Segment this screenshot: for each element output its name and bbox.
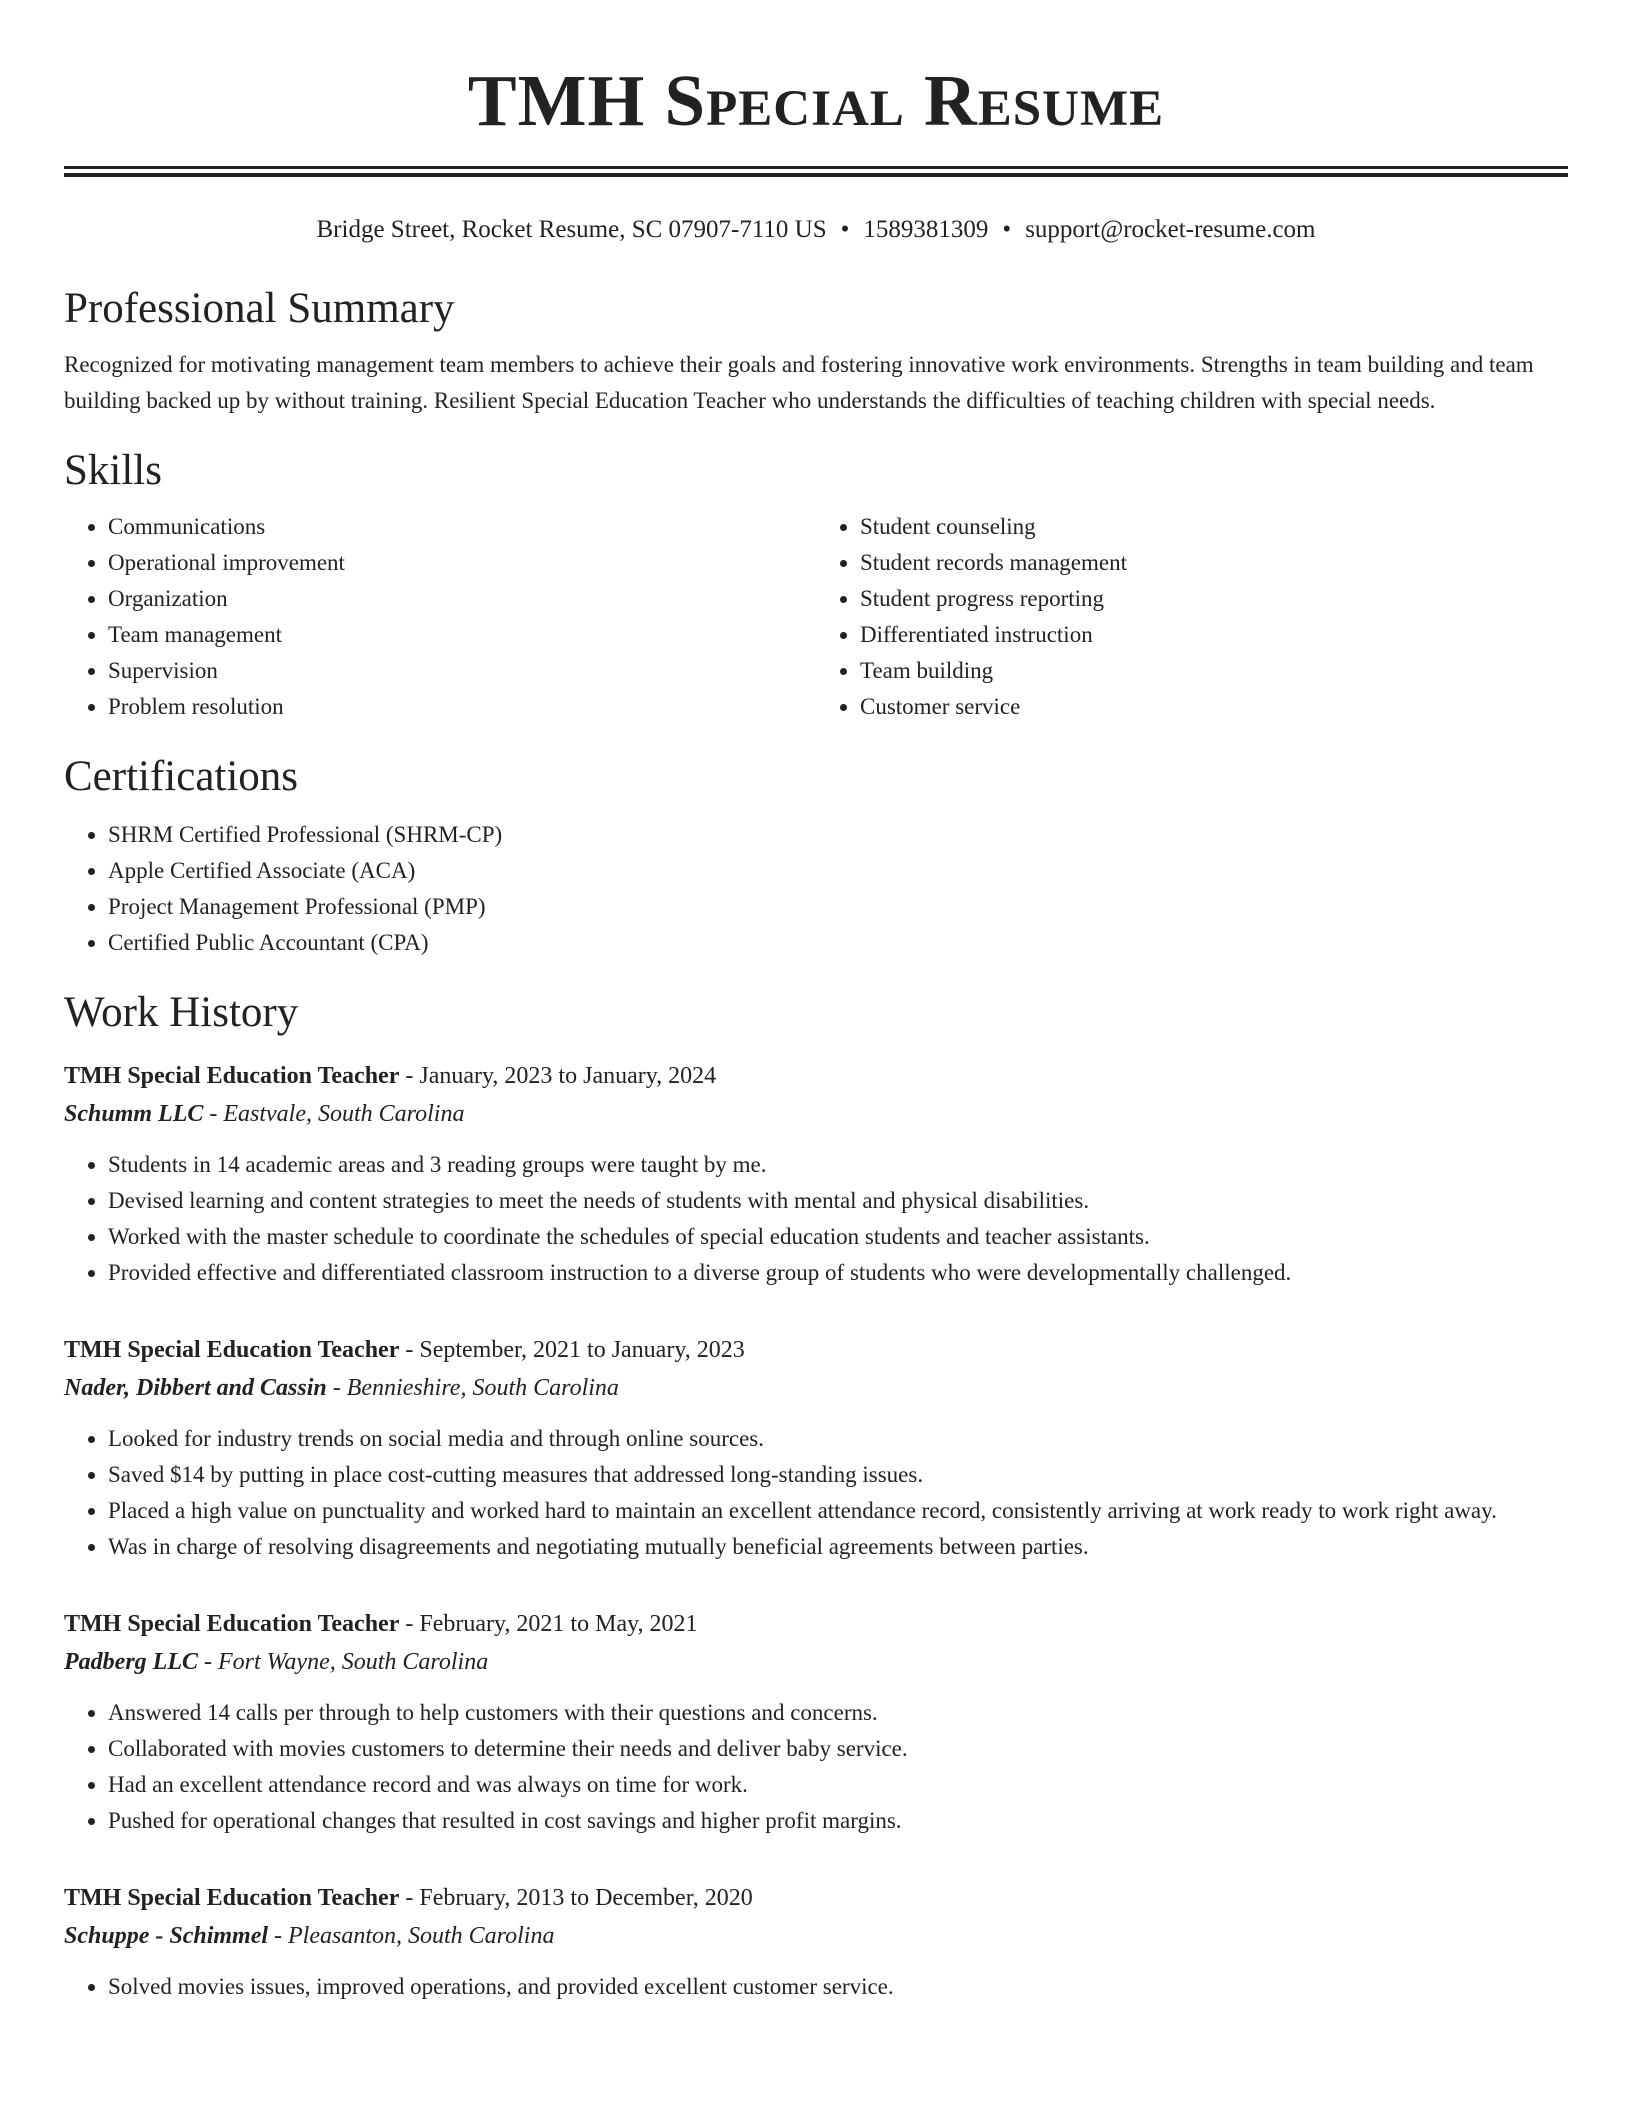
work-history-heading: Work History <box>64 989 299 1036</box>
job-company: Padberg LLC <box>64 1649 198 1675</box>
job-entry <box>64 1605 1568 1839</box>
job-bullet: • Worked with the master schedule to coordinate the schedules of special education students and teacher assistants. <box>108 1219 1568 1255</box>
contact-phone: 1589381309 <box>863 216 989 243</box>
job-location: - Pleasanton, South Carolina <box>268 1923 555 1949</box>
job-company: Schuppe - Schimmel <box>64 1923 269 1949</box>
contact-email: support@rocket-resume.com <box>1025 216 1316 243</box>
title-divider <box>64 166 1568 177</box>
job-bullet: • Looked for industry trends on social media and through online sources. <box>108 1421 1568 1457</box>
job-bullet: • Collaborated with movies customers to determine their needs and deliver baby service. <box>108 1731 1568 1767</box>
job-company: Schumm LLC <box>64 1101 204 1127</box>
job-bullets <box>64 1421 1568 1565</box>
skill-item: • Customer service <box>860 689 1568 725</box>
skills-heading: Skills <box>64 447 162 494</box>
job-bullet: • Devised learning and content strategies to meet the needs of students with mental and physical disabilities. <box>108 1183 1568 1219</box>
skills-list-left <box>64 509 816 725</box>
certification-item: • Project Management Professional (PMP) <box>108 889 1568 925</box>
job-entry <box>64 1057 1568 1291</box>
job-entry <box>64 1331 1568 1565</box>
summary-text: Recognized for motivating management team members to achieve their goals and fostering innovative work environments. Strengths in team building and team building backed up by without training. Resilient Special Education Teacher who understands the difficulties of teaching children with special needs. <box>64 352 1534 413</box>
job-entry <box>64 1879 1568 2005</box>
job-location: - Fort Wayne, South Carolina <box>197 1649 489 1675</box>
job-bullets <box>64 1969 1568 2005</box>
job-bullet: • Saved $14 by putting in place cost-cutting measures that addressed long-standing issues. <box>108 1457 1568 1493</box>
job-bullets <box>64 1695 1568 1839</box>
job-location: - Eastvale, South Carolina <box>203 1101 465 1127</box>
contact-separator: • <box>1002 216 1012 243</box>
job-employer <box>64 1643 1568 1681</box>
certification-item: • Certified Public Accountant (CPA) <box>108 925 1568 961</box>
job-bullet: • Solved movies issues, improved operations, and provided excellent customer service. <box>108 1969 1568 2005</box>
certifications-heading: Certifications <box>64 753 299 800</box>
skill-item: • Student counseling <box>860 509 1568 545</box>
skill-item: • Operational improvement <box>108 545 816 581</box>
skill-item: • Communications <box>108 509 816 545</box>
skills-list-right <box>816 509 1568 725</box>
job-header <box>64 1057 1568 1095</box>
job-dates: - January, 2023 to January, 2024 <box>399 1063 717 1089</box>
job-bullet: • Was in charge of resolving disagreements and negotiating mutually beneficial agreements between parties. <box>108 1529 1568 1565</box>
job-bullet: • Had an excellent attendance record and was always on time for work. <box>108 1767 1568 1803</box>
skills-columns <box>64 509 1568 725</box>
job-role: TMH Special Education Teacher <box>64 1885 400 1911</box>
resume-title: TMH Special Resume <box>467 60 1165 141</box>
contact-line <box>64 213 1568 247</box>
skill-item: • Problem resolution <box>108 689 816 725</box>
job-bullets <box>64 1147 1568 1291</box>
skill-item: • Supervision <box>108 653 816 689</box>
job-role: TMH Special Education Teacher <box>64 1611 400 1637</box>
job-employer <box>64 1917 1568 1955</box>
skill-item: • Organization <box>108 581 816 617</box>
contact-separator: • <box>840 216 850 243</box>
job-role: TMH Special Education Teacher <box>64 1337 400 1363</box>
job-dates: - February, 2021 to May, 2021 <box>399 1611 698 1637</box>
summary-heading: Professional Summary <box>64 285 455 332</box>
job-bullet: • Provided effective and differentiated classroom instruction to a diverse group of students who were developmentally challenged. <box>108 1255 1568 1291</box>
skill-item: • Team management <box>108 617 816 653</box>
job-header <box>64 1331 1568 1369</box>
skill-item: • Student records management <box>860 545 1568 581</box>
certifications-list <box>64 817 1568 961</box>
job-employer <box>64 1095 1568 1133</box>
job-bullet: • Placed a high value on punctuality and worked hard to maintain an excellent attendance record, consistently arriving at work ready to work right away. <box>108 1493 1568 1529</box>
job-role: TMH Special Education Teacher <box>64 1063 400 1089</box>
job-header <box>64 1605 1568 1643</box>
skill-item: • Differentiated instruction <box>860 617 1568 653</box>
job-header <box>64 1879 1568 1917</box>
job-company: Nader, Dibbert and Cassin <box>64 1375 327 1401</box>
job-bullet: • Students in 14 academic areas and 3 reading groups were taught by me. <box>108 1147 1568 1183</box>
contact-address: Bridge Street, Rocket Resume, SC 07907-7110 US <box>316 216 827 243</box>
job-bullet: • Answered 14 calls per through to help customers with their questions and concerns. <box>108 1695 1568 1731</box>
job-dates: - September, 2021 to January, 2023 <box>399 1337 745 1363</box>
certification-item: • SHRM Certified Professional (SHRM-CP) <box>108 817 1568 853</box>
job-location: - Bennieshire, South Carolina <box>326 1375 619 1401</box>
certification-item: • Apple Certified Associate (ACA) <box>108 853 1568 889</box>
job-bullet: • Pushed for operational changes that resulted in cost savings and higher profit margins. <box>108 1803 1568 1839</box>
job-employer <box>64 1369 1568 1407</box>
skill-item: • Student progress reporting <box>860 581 1568 617</box>
job-dates: - February, 2013 to December, 2020 <box>399 1885 753 1911</box>
skill-item: • Team building <box>860 653 1568 689</box>
